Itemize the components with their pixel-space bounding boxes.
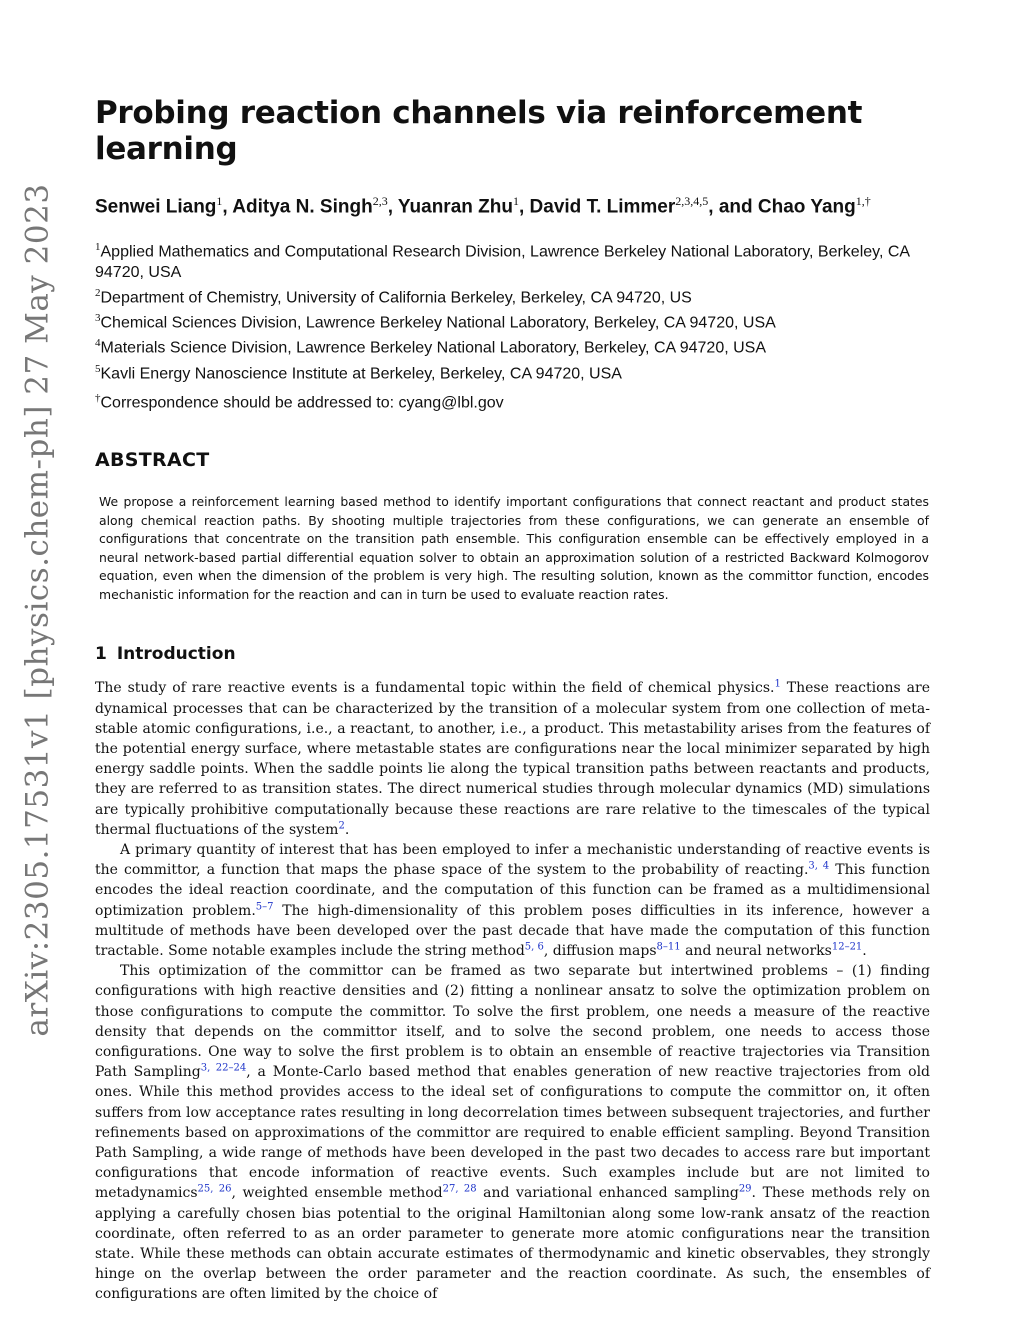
body-paragraph: [95, 678, 930, 840]
paragraph-text: and neural networks: [680, 942, 832, 959]
author-affiliation-mark: 1: [216, 194, 223, 208]
citation-link[interactable]: 1: [774, 678, 781, 690]
citation-link[interactable]: 5, 6: [524, 941, 544, 953]
affiliation-mark: 4: [95, 337, 101, 350]
author-separator: ,: [387, 196, 398, 218]
paragraph-text: . These methods rely on applying a carefully chosen bias potential to the original Hamiltonian along some low-rank ansatz of the reaction coordinate, often referred to as an order parameter to generate more atomic configurations near the transition state. While these methods can obtain accurate estimates of thermodynamic and kinetic observables, they strongly hinge on the overlap between the order parameter and the reaction coordinate. As such, the ensembles of configurations are often limited by the choice of: [95, 1185, 930, 1303]
author-name: Aditya N. Singh: [232, 196, 373, 218]
affiliation-mark: 5: [95, 362, 101, 375]
paper-page: [95, 95, 930, 1305]
paragraph-text: This optimization of the committor can be framed as two separate but intertwined problems – (1) finding configurations with high reactive densities and (2) fitting a nonlinear ansatz to solve the optimization problem on those configurations to compute the committor. To solve the first problem, one needs a measure of the reactive density that depends on the committor itself, and to solve the second problem, one needs to access those configurations. One way to solve the first problem is to obtain an ensemble of reactive trajectories via Transition Path Sampling: [95, 963, 930, 1081]
author-separator: , and: [708, 196, 758, 218]
section-number: 1: [95, 644, 107, 665]
author-list: [95, 189, 930, 219]
paper-title: Probing reaction channels via reinforcement learning: [95, 95, 863, 167]
affiliation-item: [95, 359, 930, 384]
section-title: Introduction: [116, 644, 236, 665]
body-paragraph: [95, 961, 930, 1304]
paragraph-text: A primary quantity of interest that has been employed to infer a mechanistic understanding of reactive events is the committor, a function that maps the phase space of the system to the probability of reacting.: [95, 841, 930, 879]
paragraph-text: , diffusion maps: [543, 942, 657, 959]
paragraph-text: , weighted ensemble method: [231, 1185, 443, 1202]
affiliation-item: [95, 283, 930, 308]
citation-link[interactable]: 3, 4: [808, 860, 830, 872]
affiliation-item: [95, 237, 930, 282]
correspondence-text: Correspondence should be addressed to: cyang@lbl.gov: [100, 394, 504, 412]
affiliation-text: Kavli Energy Nanoscience Institute at Berkeley, Berkeley, CA 94720, USA: [100, 364, 622, 382]
body-paragraph: [95, 840, 930, 961]
author-separator: ,: [518, 196, 530, 218]
arxiv-sidebar-stamp: [8, 170, 68, 1050]
affiliation-mark: 2: [95, 286, 101, 299]
affiliation-mark: 1: [95, 241, 101, 254]
citation-link[interactable]: 25, 26: [197, 1183, 232, 1195]
section-heading-introduction: [95, 644, 930, 664]
affiliation-list: [95, 237, 930, 413]
paragraph-text: and variational enhanced sampling: [476, 1185, 739, 1202]
arxiv-identifier: arXiv:2305.17531v1 [physics.chem-ph] 27 May 2023: [20, 183, 56, 1037]
author-affiliation-mark: 2,3: [372, 194, 388, 208]
dagger-mark: †: [95, 391, 101, 404]
affiliation-item: [95, 308, 930, 333]
correspondence-note: [95, 388, 930, 413]
author-name: David T. Limmer: [529, 196, 676, 218]
citation-link[interactable]: 2: [338, 820, 345, 832]
abstract-heading: ABSTRACT: [95, 449, 210, 472]
paragraph-text: The study of rare reactive events is a fundamental topic within the field of chemical physics.: [95, 680, 775, 697]
affiliation-text: Department of Chemistry, University of California Berkeley, Berkeley, CA 94720, US: [100, 288, 692, 306]
paragraph-text: .: [862, 942, 867, 959]
affiliation-mark: 3: [95, 311, 101, 324]
affiliation-item: [95, 333, 930, 358]
citation-link[interactable]: 3, 22–24: [200, 1062, 247, 1074]
paragraph-text: This function encodes the ideal reaction coordinate, and the computation of this function can be framed as a multidimensional optimization problem.: [95, 862, 930, 919]
citation-link[interactable]: 27, 28: [442, 1183, 477, 1195]
paragraph-text: , a Monte-Carlo based method that enables generation of new reactive trajectories from old ones. While this method provides access to the ideal set of configurations to compute the committor on, it often suffers from low acceptance rates resulting in long decorrelation times between subsequent trajectories, and further refinements based on approximations of the committor are required to enable efficient sampling. Beyond Transition Path Sampling, a wide range of methods have been developed in the past two decades to access rare but important configurations that encode information of reactive events. Such examples include but are not limited to metadynamics: [95, 1064, 931, 1202]
citation-link[interactable]: 5–7: [255, 900, 274, 912]
author-name: Chao Yang: [757, 196, 856, 218]
paragraph-text: .: [344, 821, 350, 838]
citation-link[interactable]: 8–11: [656, 941, 681, 953]
author-name: Yuanran Zhu: [397, 196, 513, 218]
affiliation-text: Applied Mathematics and Computational Research Division, Lawrence Berkeley National Laboratory, Berkeley, CA 94720, USA: [95, 243, 910, 281]
paragraph-text: These reactions are dynamical processes that can be characterized by the transition of a molecular system from one collection of meta-stable atomic configurations, i.e., a reactant, to another, i.e., a product. This metastability arises from the features of the potential energy surface, where metastable states are configurations near the local minimizer separated by high energy saddle points. When the saddle points lie along the typical transition paths between reactants and products, they are referred to as transition states. The direct numerical studies through molecular dynamics (MD) simulations are typically prohibitive computationally because these reactions are rare relative to the timescales of the typical thermal fluctuations of the system: [95, 680, 931, 838]
author-name: Senwei Liang: [95, 196, 217, 218]
paragraph-text: The high-dimensionality of this problem poses difficulties in its inference, however a multitude of methods have been developed over the past decade that have made the computation of this function tractable. Some notable examples include the string method: [95, 902, 930, 959]
citation-link[interactable]: 29: [738, 1183, 752, 1195]
author-affiliation-mark: 1: [512, 194, 519, 208]
author-affiliation-mark: 1,†: [855, 194, 871, 208]
affiliation-text: Materials Science Division, Lawrence Berkeley National Laboratory, Berkeley, CA 94720, USA: [100, 339, 767, 357]
abstract-text: We propose a reinforcement learning based method to identify important configurations that connect reactant and product states along chemical reaction paths. By shooting multiple trajectories from these configurations, we can generate an ensemble of configurations that concentrate on the transition path ensemble. This configuration ensemble can be effectively employed in a neural network-based partial differential equation solver to obtain an approximation solution of a restricted Backward Kolmogorov equation, even when the dimension of the problem is very high. The resulting solution, known as the committor function, encodes mechanistic information for the reaction and can in turn be used to evaluate reaction rates.: [99, 494, 929, 602]
affiliation-text: Chemical Sciences Division, Lawrence Berkeley National Laboratory, Berkeley, CA 94720, USA: [100, 314, 776, 332]
author-affiliation-mark: 2,3,4,5: [675, 194, 709, 208]
introduction-body: [95, 678, 930, 1304]
author-separator: ,: [222, 196, 233, 218]
citation-link[interactable]: 12–21: [831, 941, 863, 953]
